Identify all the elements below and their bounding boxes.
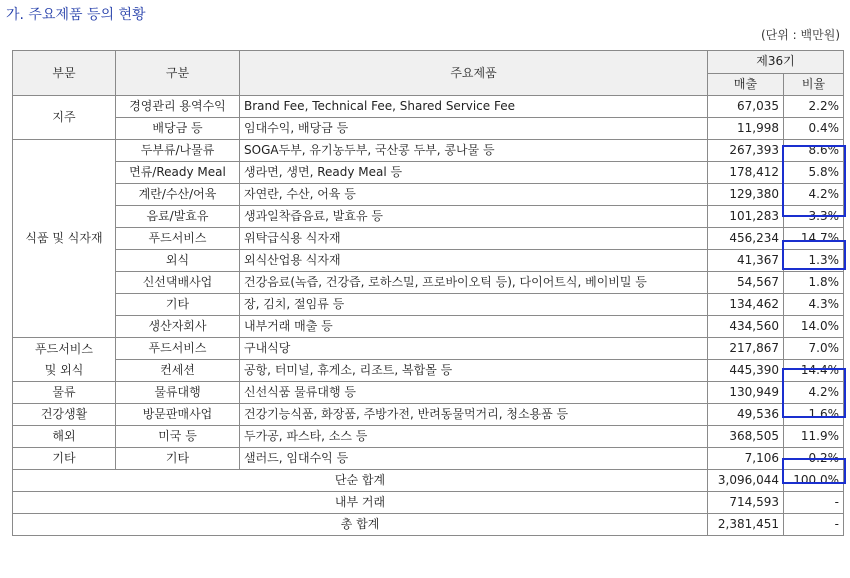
category-cell: 외식 [116, 250, 240, 272]
sales-cell: 178,412 [708, 162, 784, 184]
ratio-cell: 3.3% [784, 206, 844, 228]
products-cell: 장, 김치, 절임류 등 [240, 294, 708, 316]
ratio-cell: 1.6% [784, 404, 844, 426]
ratio-cell: 14.7% [784, 228, 844, 250]
products-cell: 신선식품 물류대행 등 [240, 382, 708, 404]
products-cell: 생과일착즙음료, 발효유 등 [240, 206, 708, 228]
ratio-cell: 0.4% [784, 118, 844, 140]
category-cell: 두부류/나물류 [116, 140, 240, 162]
category-cell: 배당금 등 [116, 118, 240, 140]
category-cell: 생산자회사 [116, 316, 240, 338]
product-table [12, 50, 844, 536]
products-cell: 건강기능식품, 화장품, 주방가전, 반려동물먹거리, 청소용품 등 [240, 404, 708, 426]
ratio-cell: 1.8% [784, 272, 844, 294]
products-cell: 위탁급식용 식자재 [240, 228, 708, 250]
header-segment: 부문 [13, 51, 116, 96]
products-cell: 임대수익, 배당금 등 [240, 118, 708, 140]
segment-cell: 지주 [13, 96, 116, 140]
products-cell: Brand Fee, Technical Fee, Shared Service Fee [240, 96, 708, 118]
category-cell: 물류대행 [116, 382, 240, 404]
segment-cell: 식품 및 식자재 [13, 140, 116, 338]
category-cell: 푸드서비스 [116, 338, 240, 360]
header-ratio: 비율 [784, 73, 844, 96]
total-sales: 3,096,044 [708, 470, 784, 492]
table-row [13, 250, 844, 272]
sales-cell: 456,234 [708, 228, 784, 250]
category-cell: 기타 [116, 294, 240, 316]
products-cell: 생라면, 생면, Ready Meal 등 [240, 162, 708, 184]
sales-cell: 368,505 [708, 426, 784, 448]
category-cell: 신선댁배사업 [116, 272, 240, 294]
table-row [13, 294, 844, 316]
ratio-cell: 4.3% [784, 294, 844, 316]
category-cell: 기타 [116, 448, 240, 470]
category-cell: 경영관리 용역수익 [116, 96, 240, 118]
header-period: 제36기 [708, 51, 844, 74]
total-sales: 2,381,451 [708, 514, 784, 536]
category-cell: 방문판매사업 [116, 404, 240, 426]
total-ratio: 100.0% [784, 470, 844, 492]
products-cell: 자연란, 수산, 어육 등 [240, 184, 708, 206]
sales-cell: 434,560 [708, 316, 784, 338]
table-row [13, 426, 844, 448]
ratio-cell: 4.2% [784, 184, 844, 206]
products-cell: 공항, 터미널, 휴게소, 리조트, 복합몰 등 [240, 360, 708, 382]
category-cell: 미국 등 [116, 426, 240, 448]
category-cell: 컨세션 [116, 360, 240, 382]
section-title: 가. 주요제품 등의 현황 [6, 7, 146, 23]
total-label: 총 합계 [13, 514, 708, 536]
table-row [13, 404, 844, 426]
segment-cell: 기타 [13, 448, 116, 470]
header-products: 주요제품 [240, 51, 708, 96]
segment-line: 푸드서비스 [35, 341, 93, 356]
ratio-cell: 4.2% [784, 382, 844, 404]
products-cell: SOGA두부, 유기농두부, 국산콩 두부, 콩나물 등 [240, 140, 708, 162]
table-row [13, 272, 844, 294]
table-row [13, 316, 844, 338]
products-cell: 건강음료(녹즙, 건강즙, 로하스밀, 프로바이오틱 등), 다이어트식, 베이비밀 등 [240, 272, 708, 294]
total-sales: 714,593 [708, 492, 784, 514]
sales-cell: 134,462 [708, 294, 784, 316]
ratio-cell: 5.8% [784, 162, 844, 184]
sales-cell: 67,035 [708, 96, 784, 118]
total-row [13, 470, 844, 492]
products-cell: 두가공, 파스타, 소스 등 [240, 426, 708, 448]
table-row [13, 96, 844, 118]
ratio-cell: 2.2% [784, 96, 844, 118]
table-row [13, 360, 844, 382]
table-row [13, 338, 844, 360]
sales-cell: 267,393 [708, 140, 784, 162]
segment-cell: 건강생활 [13, 404, 116, 426]
ratio-cell: 0.2% [784, 448, 844, 470]
category-cell: 음료/발효유 [116, 206, 240, 228]
ratio-cell: 14.0% [784, 316, 844, 338]
sales-cell: 11,998 [708, 118, 784, 140]
ratio-cell: 11.9% [784, 426, 844, 448]
total-ratio: - [784, 492, 844, 514]
category-cell: 푸드서비스 [116, 228, 240, 250]
segment-cell [13, 338, 116, 382]
products-cell: 내부거래 매출 등 [240, 316, 708, 338]
total-label: 단순 합계 [13, 470, 708, 492]
header-sales: 매출 [708, 73, 784, 96]
segment-cell: 물류 [13, 382, 116, 404]
total-row [13, 492, 844, 514]
category-cell: 면류/Ready Meal [116, 162, 240, 184]
table-row [13, 448, 844, 470]
segment-cell: 해외 [13, 426, 116, 448]
sales-cell: 217,867 [708, 338, 784, 360]
total-label: 내부 거래 [13, 492, 708, 514]
table-row [13, 382, 844, 404]
category-cell: 계란/수산/어육 [116, 184, 240, 206]
segment-line: 및 외식 [44, 362, 84, 377]
header-category: 구분 [116, 51, 240, 96]
sales-cell: 54,567 [708, 272, 784, 294]
sales-cell: 7,106 [708, 448, 784, 470]
table-row [13, 140, 844, 162]
table-row [13, 162, 844, 184]
sales-cell: 41,367 [708, 250, 784, 272]
ratio-cell: 7.0% [784, 338, 844, 360]
ratio-cell: 1.3% [784, 250, 844, 272]
sales-cell: 130,949 [708, 382, 784, 404]
sales-cell: 49,536 [708, 404, 784, 426]
products-cell: 외식산업용 식자재 [240, 250, 708, 272]
total-ratio: - [784, 514, 844, 536]
products-cell: 샐러드, 임대수익 등 [240, 448, 708, 470]
products-cell: 구내식당 [240, 338, 708, 360]
table-row [13, 206, 844, 228]
sales-cell: 101,283 [708, 206, 784, 228]
ratio-cell: 8.6% [784, 140, 844, 162]
table-row [13, 184, 844, 206]
sales-cell: 445,390 [708, 360, 784, 382]
ratio-cell: 14.4% [784, 360, 844, 382]
total-row [13, 514, 844, 536]
table-row [13, 118, 844, 140]
table-row [13, 228, 844, 250]
unit-label: (단위 : 백만원) [761, 28, 840, 42]
sales-cell: 129,380 [708, 184, 784, 206]
header-row [13, 51, 844, 74]
